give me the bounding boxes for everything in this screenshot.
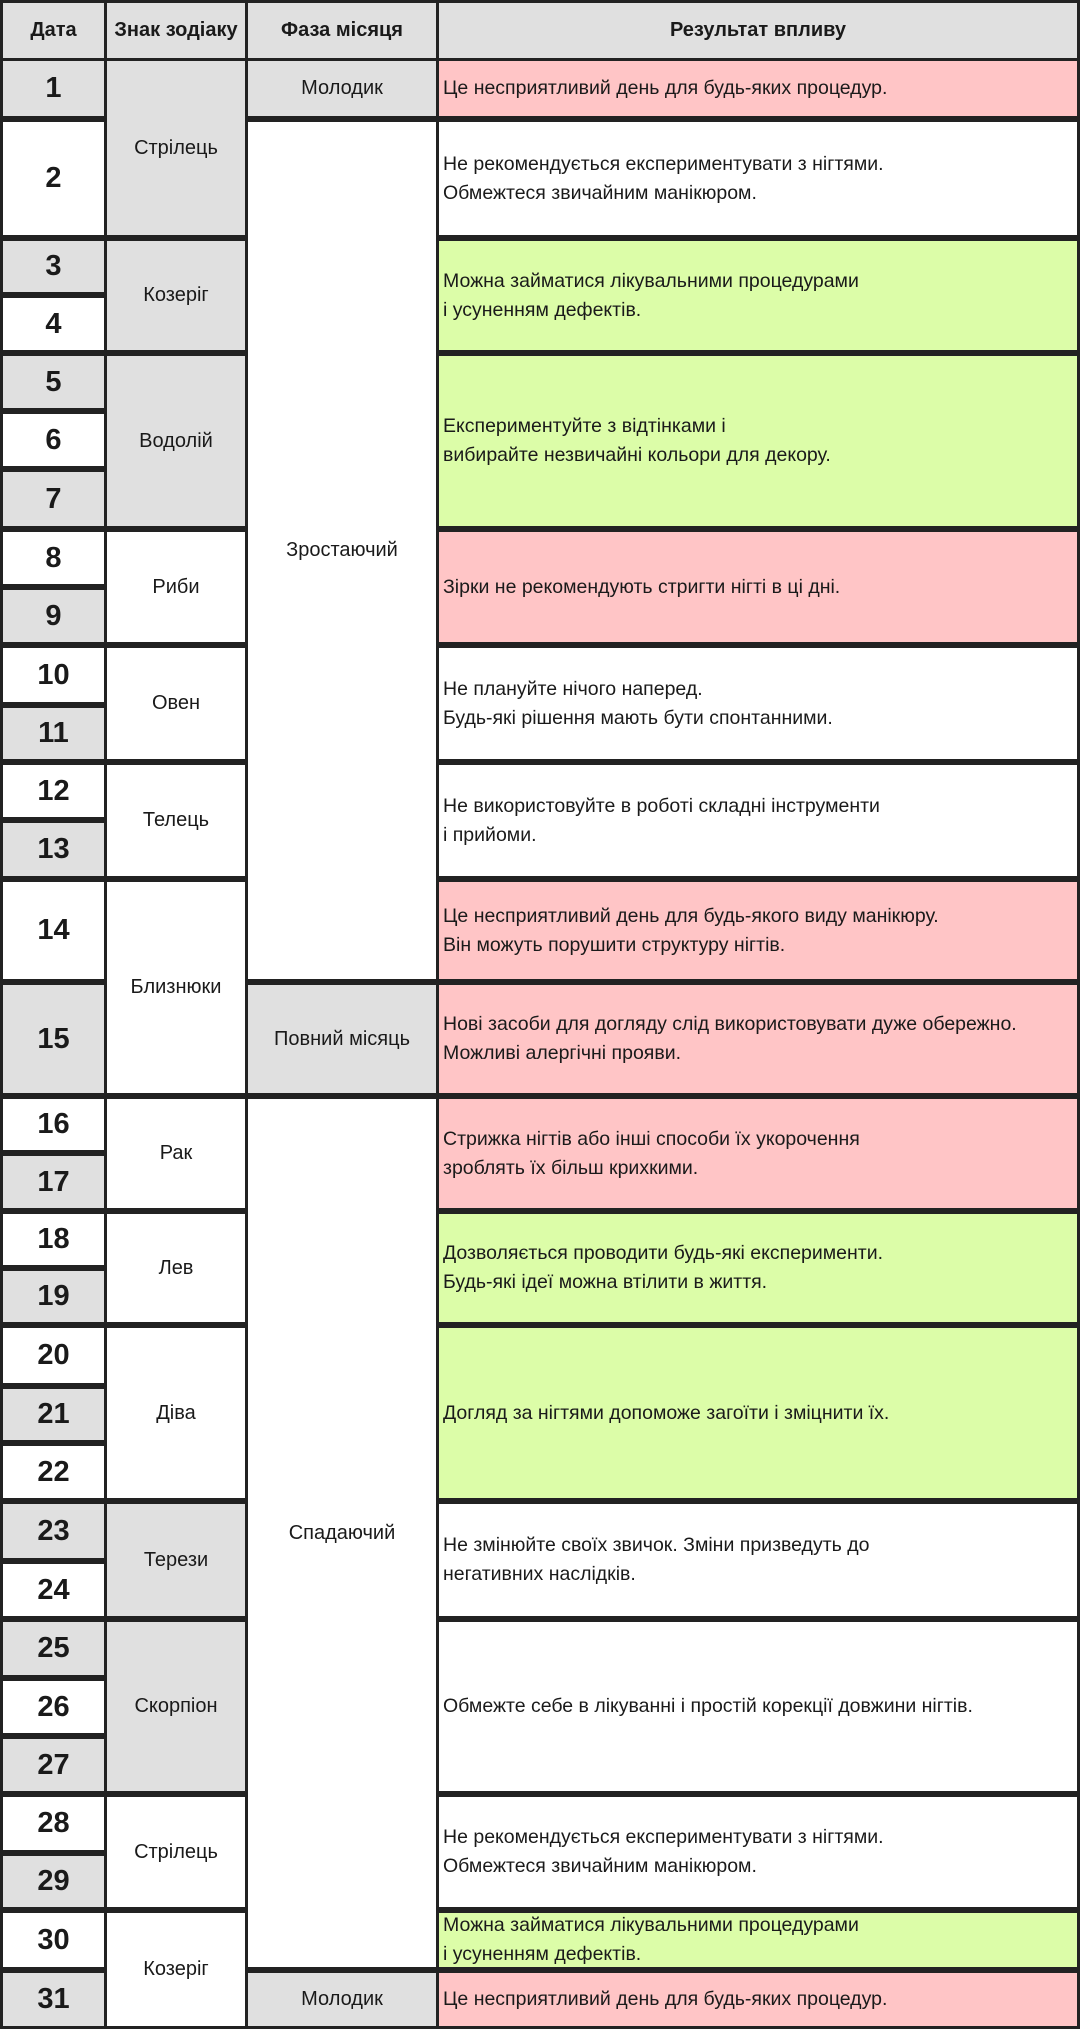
moon-phase-cell <box>245 1096 439 1970</box>
result-cell <box>436 1794 1080 1910</box>
header-zodiac-sign-text: Знак зодіаку <box>114 19 238 41</box>
date-cell-text: 25 <box>37 1632 70 1664</box>
moon-phase-cell <box>245 982 439 1096</box>
date-cell-text: 29 <box>37 1865 70 1897</box>
result-cell <box>436 1096 1080 1211</box>
date-cell-text: 26 <box>37 1690 70 1723</box>
date-cell <box>0 1443 107 1501</box>
header-zodiac-sign <box>104 0 248 61</box>
moon-phase-cell-text: Спадаючий <box>288 1521 396 1544</box>
result-cell-text: Дозволяється проводити будь-які експерименти. Будь-які ідеї можна втілити в життя. <box>443 1242 884 1293</box>
date-cell <box>0 295 107 353</box>
date-cell <box>0 1268 107 1325</box>
zodiac-sign-cell <box>104 1096 248 1211</box>
moon-phase-cell-text: Молодик <box>301 1988 383 2010</box>
moon-phase-cell <box>245 58 439 119</box>
date-cell-text: 18 <box>37 1223 70 1255</box>
result-cell <box>436 1211 1080 1325</box>
date-cell-text: 13 <box>37 833 70 865</box>
moon-phase-cell-text: Зростаючий <box>286 539 398 561</box>
zodiac-sign-cell <box>104 1619 248 1794</box>
header-date <box>0 0 107 61</box>
date-cell <box>0 1153 107 1211</box>
zodiac-sign-cell-text: Рак <box>159 1142 193 1164</box>
date-cell <box>0 982 107 1096</box>
date-cell-text: 16 <box>37 1108 70 1140</box>
result-cell-text: Не рекомендується експериментувати з нігтями. Обмежтеся звичайним манікюром. <box>443 1826 884 1877</box>
date-cell-text: 24 <box>37 1573 70 1606</box>
date-cell <box>0 1325 107 1386</box>
header-result-text: Результат впливу <box>669 19 847 41</box>
date-cell-text: 20 <box>37 1339 70 1371</box>
header-moon-phase <box>245 0 439 61</box>
result-cell <box>436 529 1080 645</box>
date-cell-text: 31 <box>37 1983 70 2015</box>
result-cell-text: Експериментуйте з відтінками і вибирайте незвичайні кольори для декору. <box>443 415 831 466</box>
result-cell <box>436 1910 1080 1970</box>
zodiac-sign-cell <box>104 353 248 529</box>
date-cell-text: 6 <box>45 423 62 456</box>
date-cell-text: 10 <box>37 658 70 691</box>
zodiac-sign-cell <box>104 58 248 238</box>
date-cell-text: 28 <box>37 1807 70 1839</box>
result-cell <box>436 1325 1080 1501</box>
result-cell-text: Обмежте себе в лікуванні і простій корекції довжини нігтів. <box>443 1695 973 1717</box>
zodiac-sign-cell-text: Козеріг <box>143 284 209 306</box>
date-cell <box>0 1794 107 1853</box>
zodiac-sign-cell <box>104 645 248 762</box>
date-cell <box>0 58 107 119</box>
date-cell <box>0 1096 107 1153</box>
zodiac-sign-cell-text: Лев <box>158 1256 194 1279</box>
date-cell <box>0 705 107 762</box>
zodiac-sign-cell <box>104 879 248 1096</box>
date-cell <box>0 1386 107 1443</box>
result-cell <box>436 879 1080 982</box>
zodiac-sign-cell <box>104 762 248 879</box>
date-cell-text: 1 <box>45 72 62 104</box>
date-cell <box>0 762 107 820</box>
result-cell <box>436 119 1080 238</box>
result-cell-text: Можна займатися лікувальними процедурами і усуненням дефектів. <box>443 1914 859 1965</box>
date-cell <box>0 1561 107 1619</box>
result-cell-text: Стрижка нігтів або інші способи їх укорочення зроблять їх більш крихкими. <box>443 1127 860 1179</box>
date-cell <box>0 587 107 645</box>
date-cell-text: 19 <box>37 1280 70 1312</box>
date-cell <box>0 1910 107 1970</box>
zodiac-sign-cell-text: Стрілець <box>134 1840 218 1863</box>
zodiac-sign-cell <box>104 1794 248 1910</box>
result-cell-text: Не рекомендується експериментувати з нігтями. Обмежтеся звичайним манікюром. <box>443 152 884 204</box>
date-cell-text: 8 <box>45 541 62 574</box>
result-cell <box>436 982 1080 1096</box>
date-cell-text: 12 <box>37 774 70 807</box>
result-cell-text: Не використовуйте в роботі складні інструменти і прийоми. <box>443 794 880 846</box>
date-cell-text: 5 <box>45 365 62 398</box>
zodiac-sign-cell-text: Скорпіон <box>134 1695 218 1717</box>
date-cell-text: 15 <box>37 1022 70 1055</box>
date-cell-text: 9 <box>45 599 62 632</box>
date-cell <box>0 469 107 529</box>
zodiac-sign-cell-text: Риби <box>152 575 200 598</box>
result-cell-text: Догляд за нігтями допоможе загоїти і зміцнити їх. <box>443 1401 890 1424</box>
date-cell-text: 21 <box>37 1398 70 1430</box>
zodiac-sign-cell-text: Водолій <box>139 429 213 452</box>
date-cell <box>0 1970 107 2029</box>
date-cell <box>0 1211 107 1268</box>
zodiac-sign-cell-text: Телець <box>142 809 210 831</box>
zodiac-sign-cell-text: Стрілець <box>134 136 218 159</box>
result-cell <box>436 58 1080 119</box>
date-cell <box>0 411 107 469</box>
date-cell <box>0 1736 107 1794</box>
result-cell-text: Не змінюйте своїх звичок. Зміни призведуть до негативних наслідків. <box>443 1534 870 1585</box>
date-cell-text: 30 <box>37 1923 70 1956</box>
date-cell <box>0 645 107 705</box>
moon-phase-cell <box>245 1970 439 2029</box>
date-cell-text: 14 <box>37 914 70 946</box>
zodiac-sign-cell-text: Терези <box>143 1548 209 1571</box>
date-cell <box>0 1619 107 1678</box>
date-cell <box>0 1853 107 1910</box>
date-cell <box>0 820 107 879</box>
zodiac-sign-cell <box>104 1211 248 1325</box>
result-cell <box>436 353 1080 529</box>
date-cell-text: 27 <box>37 1748 70 1781</box>
date-cell-text: 7 <box>45 482 62 515</box>
result-cell-text: Це несприятливий день для будь-якого виду манікюру. Він можуть порушити структуру нігтів. <box>443 904 939 956</box>
result-cell-text: Це несприятливий день для будь-яких процедур. <box>443 1988 888 2010</box>
result-cell <box>436 1501 1080 1619</box>
date-cell <box>0 119 107 238</box>
zodiac-sign-cell-text: Діва <box>156 1401 196 1424</box>
date-cell-text: 23 <box>37 1514 70 1547</box>
date-cell <box>0 353 107 411</box>
result-cell <box>436 762 1080 879</box>
result-cell <box>436 1619 1080 1794</box>
zodiac-sign-cell <box>104 529 248 645</box>
result-cell-text: Зірки не рекомендують стригти нігті в ці дні. <box>443 575 841 598</box>
result-cell-text: Нові засоби для догляду слід використовувати дуже обережно. Можливі алергічні прояви. <box>443 1013 1017 1064</box>
zodiac-sign-cell-text: Козеріг <box>143 1958 209 1980</box>
moon-phase-cell-text: Молодик <box>301 77 383 99</box>
date-cell <box>0 1678 107 1736</box>
result-cell-text: Це несприятливий день для будь-яких процедур. <box>443 77 888 99</box>
zodiac-sign-cell-text: Близнюки <box>130 976 222 998</box>
date-cell <box>0 1501 107 1561</box>
zodiac-sign-cell <box>104 1910 248 2029</box>
header-result <box>436 0 1080 61</box>
date-cell <box>0 879 107 982</box>
result-cell-text: Не плануйте нічого наперед. Будь-які рішення мають бути спонтанними. <box>443 677 833 729</box>
zodiac-sign-cell-text: Овен <box>151 692 201 714</box>
header-moon-phase-text: Фаза місяця <box>281 19 403 41</box>
result-cell <box>436 645 1080 762</box>
date-cell-text: 2 <box>45 162 62 194</box>
zodiac-sign-cell <box>104 1325 248 1501</box>
date-cell-text: 17 <box>37 1165 70 1198</box>
result-cell <box>436 238 1080 353</box>
result-cell <box>436 1970 1080 2029</box>
moon-phase-cell-text: Повний місяць <box>274 1027 410 1050</box>
moon-phase-cell <box>245 119 439 982</box>
date-cell <box>0 238 107 295</box>
date-cell-text: 4 <box>45 307 62 340</box>
header-date-text: Дата <box>30 19 77 41</box>
date-cell-text: 11 <box>38 717 69 749</box>
result-cell-text: Можна займатися лікувальними процедурами і усуненням дефектів. <box>443 269 859 321</box>
date-cell-text: 3 <box>45 250 62 282</box>
date-cell <box>0 529 107 587</box>
zodiac-sign-cell <box>104 238 248 353</box>
date-cell-text: 22 <box>37 1455 70 1488</box>
zodiac-sign-cell <box>104 1501 248 1619</box>
